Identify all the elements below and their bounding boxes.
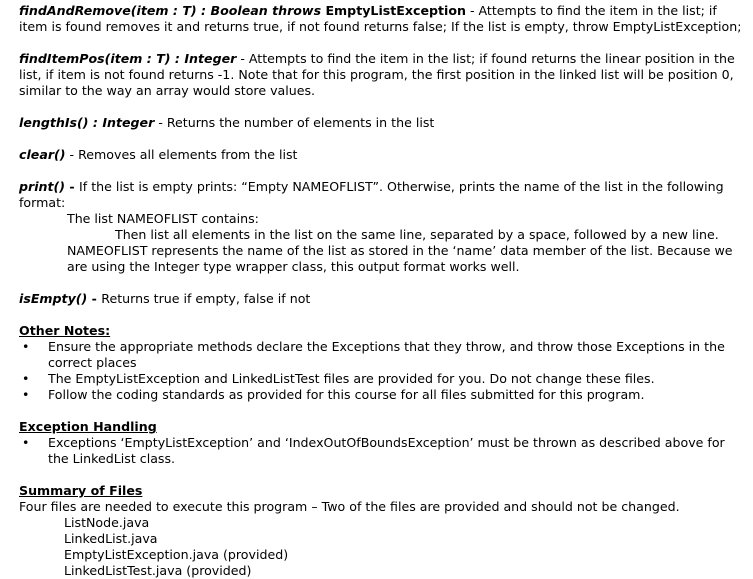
method-print	[19, 179, 747, 275]
summary-intro: Four files are needed to execute this program – Two of the files are provided and should not be changed.	[19, 499, 680, 514]
section-other-notes	[19, 323, 747, 403]
bullet-list	[19, 339, 747, 403]
method-signature: clear()	[19, 147, 66, 162]
method-dash: -	[65, 179, 80, 194]
method-clear	[19, 147, 747, 163]
method-signature: lengthIs() : Integer	[19, 115, 155, 130]
section-heading: Summary of Files	[19, 483, 143, 498]
file-name: ListNode.java	[64, 515, 150, 530]
method-signature: findItemPos(item : T) : Integer	[19, 51, 237, 66]
method-dash: -	[87, 291, 102, 306]
method-description: If the list is empty prints: “Empty NAMEOFLIST”. Otherwise, prints the name of the list in the following format:	[19, 179, 724, 210]
bullet-icon: •	[22, 339, 30, 354]
section-heading: Exception Handling	[19, 419, 157, 434]
list-item	[19, 339, 747, 371]
exception-name: EmptyListException	[325, 3, 466, 18]
file-name: LinkedList.java	[64, 531, 158, 546]
method-description: - Attempts to find the item in the list; if item is found removes it and returns true, if not found returns false; If the list is empty, throw EmptyListException;	[19, 3, 742, 34]
list-item	[19, 387, 747, 403]
bullet-icon: •	[22, 371, 30, 386]
list-item	[19, 435, 747, 467]
method-find-item-pos	[19, 51, 747, 99]
method-find-and-remove	[19, 3, 747, 35]
method-signature: findAndRemove(item : T) : Boolean throws	[19, 3, 326, 18]
method-is-empty	[19, 291, 747, 307]
method-description: - Attempts to find the item in the list; if found returns the linear position in the list, if item is not found returns -1. Note that for this program, the first position in the linked list will be position 0, similar to the way an array would store values.	[19, 51, 735, 98]
method-description: - Returns the number of elements in the list	[154, 115, 435, 130]
section-heading: Other Notes:	[19, 323, 111, 338]
method-signature: isEmpty()	[19, 291, 88, 306]
list-item-text: The EmptyListException and LinkedListTest files are provided for you. Do not change these files.	[48, 371, 655, 386]
method-signature: print()	[19, 179, 66, 194]
method-description: - Removes all elements from the list	[65, 147, 298, 162]
file-name: EmptyListException.java (provided)	[64, 547, 289, 562]
list-item	[19, 371, 747, 387]
print-format-note: NAMEOFLIST represents the name of the list as stored in the ‘name’ data member of the list. Because we are using the Integer type wrapper class, this output format works well.	[67, 243, 733, 274]
bullet-list	[19, 435, 747, 467]
list-item-text: Follow the coding standards as provided for this course for all files submitted for this program.	[48, 387, 645, 402]
document-page	[19, 3, 747, 579]
list-item-text: Ensure the appropriate methods declare the Exceptions that they throw, and throw those Exceptions in the correct places	[48, 339, 725, 370]
bullet-icon: •	[22, 435, 30, 450]
method-description: Returns true if empty, false if not	[101, 291, 311, 306]
file-name: LinkedListTest.java (provided)	[64, 563, 252, 578]
list-item-text: Exceptions ‘EmptyListException’ and ‘IndexOutOfBoundsException’ must be thrown as described above for the LinkedList class.	[48, 435, 725, 466]
print-format-line: The list NAMEOFLIST contains:	[67, 211, 259, 226]
bullet-icon: •	[22, 387, 30, 402]
print-format-line: Then list all elements in the list on the same line, separated by a space, followed by a new line.	[115, 227, 719, 242]
method-length-is	[19, 115, 747, 131]
section-summary-of-files	[19, 483, 747, 579]
section-exception-handling	[19, 419, 747, 467]
